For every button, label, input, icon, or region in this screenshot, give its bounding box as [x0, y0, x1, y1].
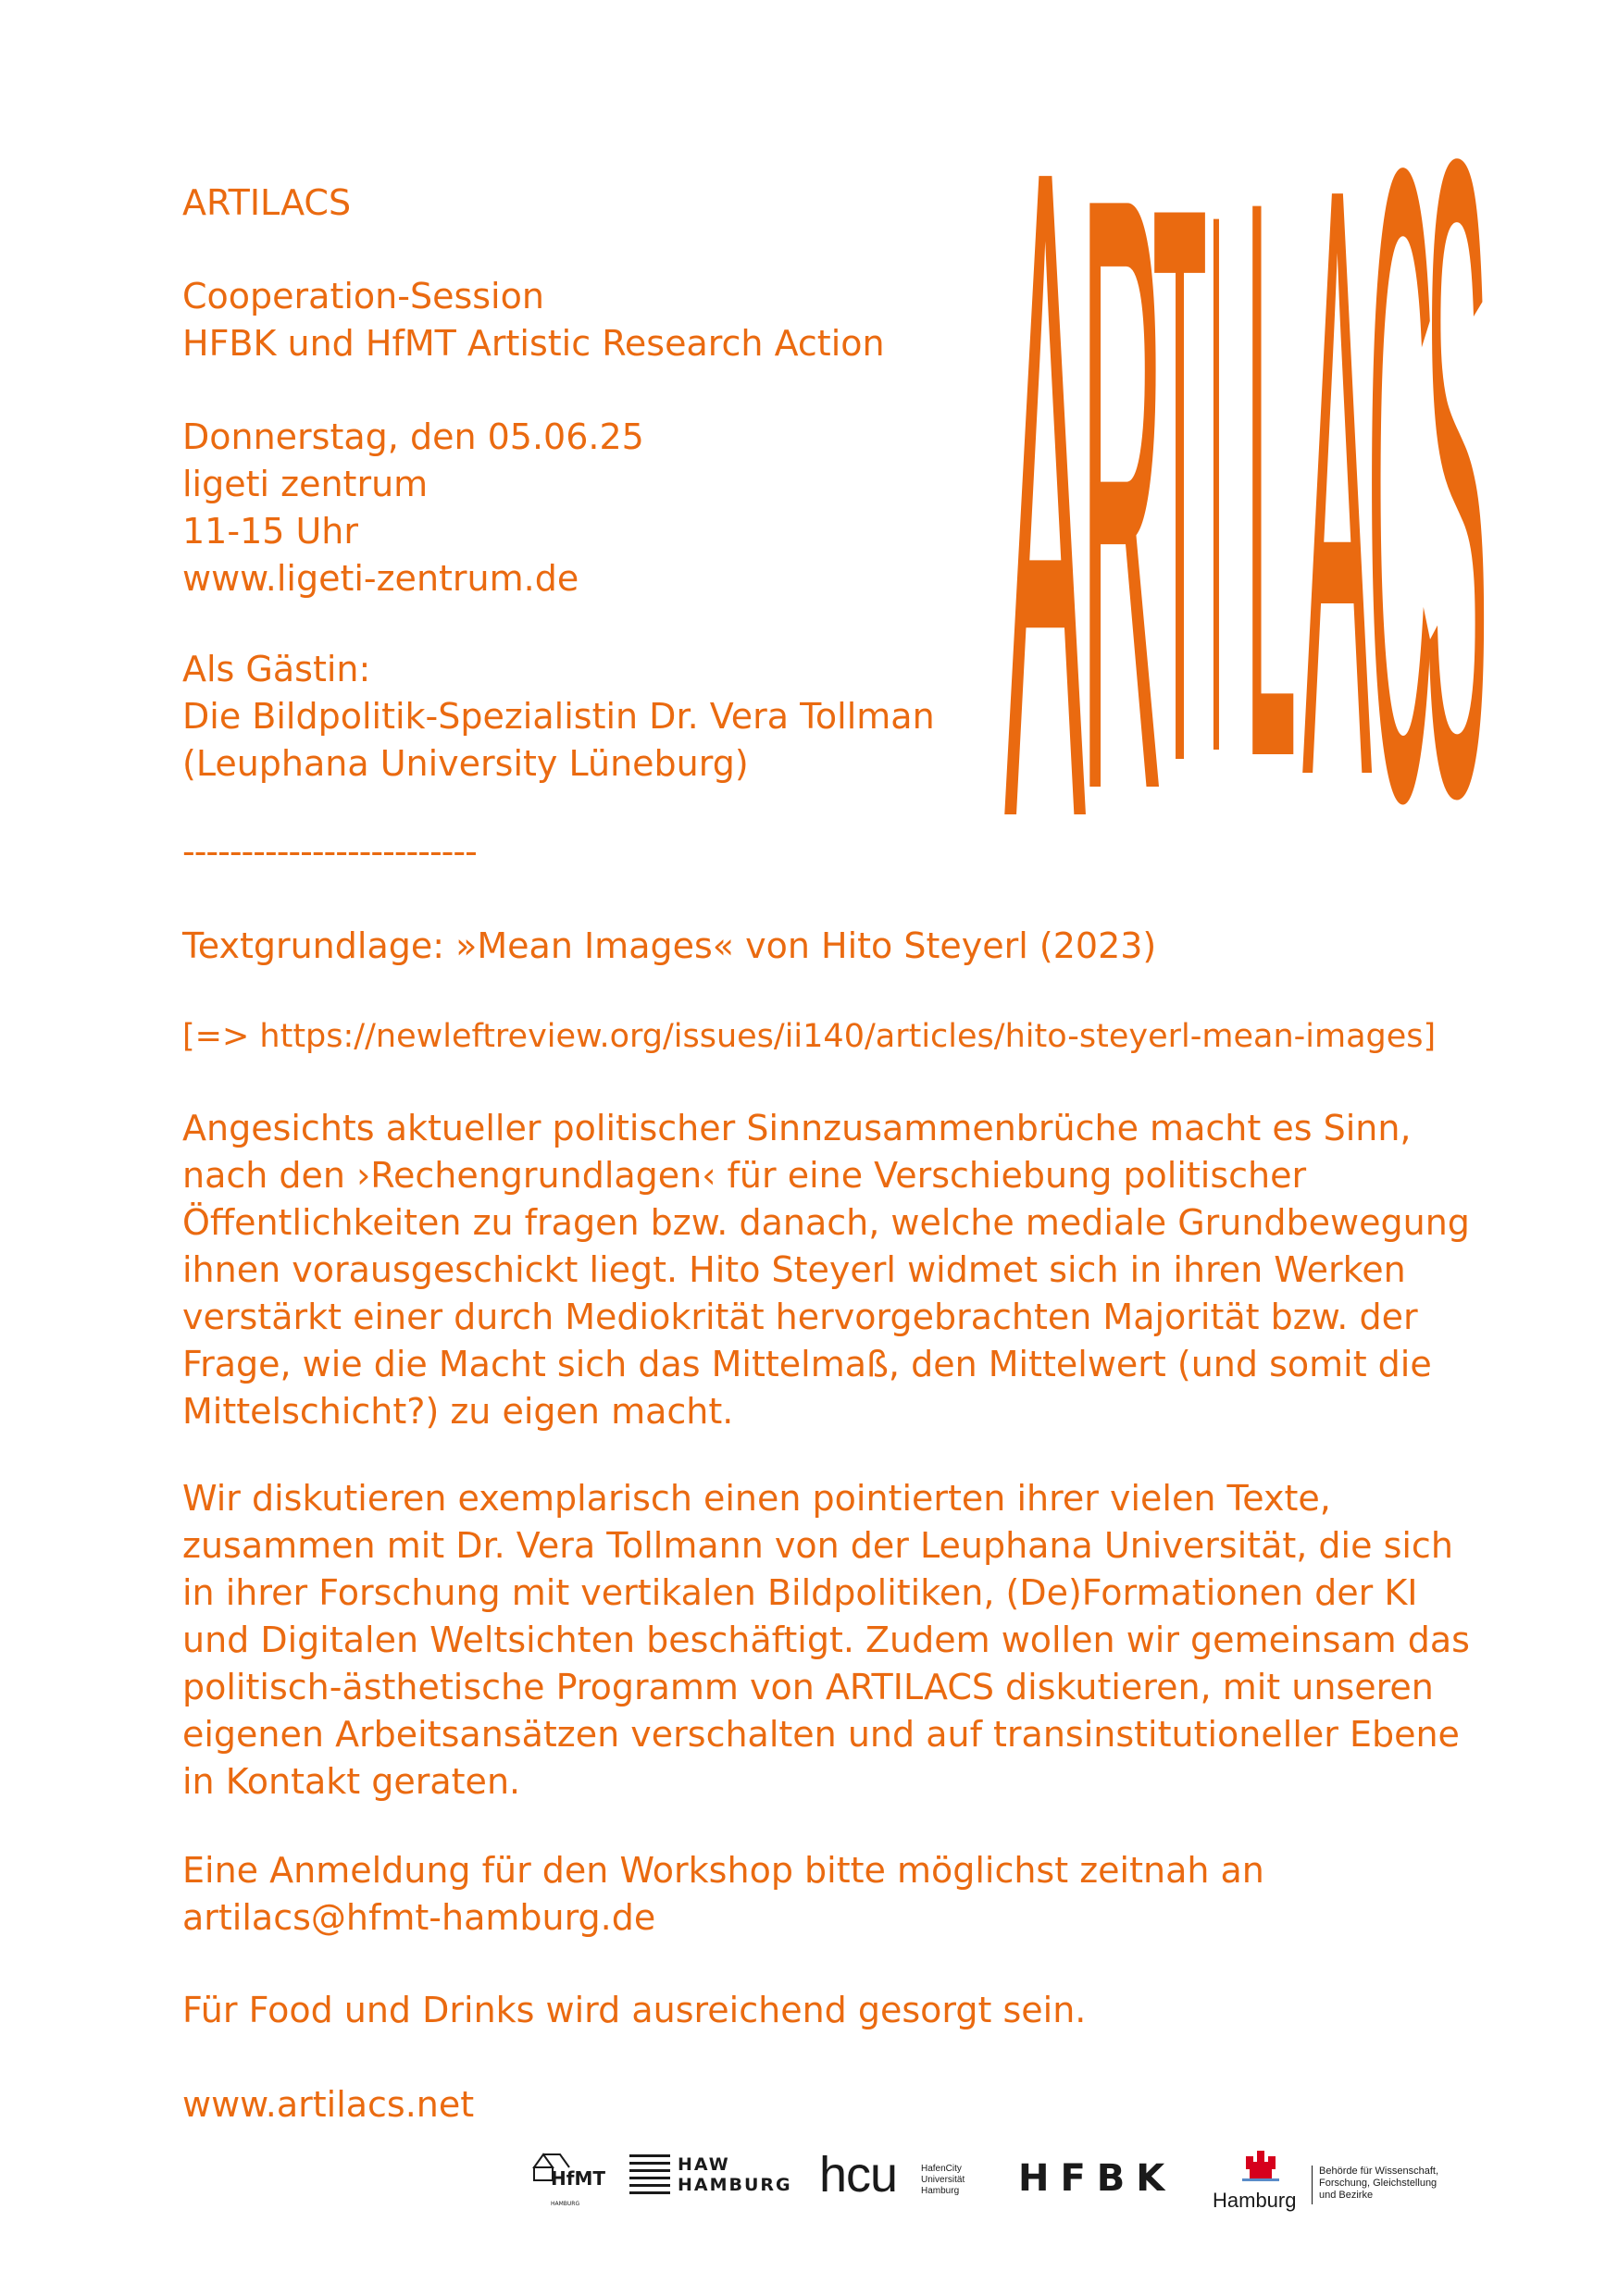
paragraph-line: eigenen Arbeitsansätzen verschalten und auf transinstitutioneller Ebene [182, 1714, 1460, 1755]
paragraph-line: nach den ›Rechengrundlagen‹ für eine Verschiebung politischer [182, 1155, 1307, 1196]
hfmt-text: HfMT [551, 2167, 605, 2190]
session-info [182, 273, 885, 367]
hcu-logo [819, 2145, 986, 2215]
paragraph-line: Öffentlichkeiten zu fragen bzw. danach, welche mediale Grundbewegung [182, 1202, 1470, 1243]
event-date: Donnerstag, den 05.06.25 [182, 416, 644, 457]
paragraph-line: politisch-ästhetische Programm von ARTILACS diskutieren, mit unseren [182, 1667, 1434, 1707]
divider-line: ------------------------- [182, 831, 477, 872]
hamburg-sub-line: Forschung, Gleichstellung [1319, 2178, 1438, 2189]
haw-line: HAMBURG [678, 2175, 792, 2195]
paragraph-line: und Digitalen Weltsichten beschäftigt. Zudem wollen wir gemeinsam das [182, 1620, 1470, 1660]
haw-text [678, 2154, 792, 2195]
description-paragraph-2 [182, 1475, 1470, 1806]
guest-affiliation: (Leuphana University Lüneburg) [182, 743, 749, 784]
hcu-sub-line: Hamburg [921, 2186, 960, 2196]
event-details [182, 414, 644, 602]
hcu-sub-line: HafenCity [921, 2164, 962, 2174]
wordmark-letter: R [1080, 19, 1164, 967]
hfmt-sub: HAMBURG [551, 2201, 580, 2207]
hamburg-sub-line: Behörde für Wissenschaft, [1319, 2166, 1439, 2177]
haw-lines-icon [629, 2145, 672, 2215]
paragraph-line: zusammen mit Dr. Vera Tollmann von der Leuphana Universität, die sich [182, 1525, 1453, 1566]
hfmt-logo [532, 2145, 605, 2215]
hcu-sub-line: Universität [921, 2175, 965, 2185]
wordmark-letter: C [1367, 0, 1435, 987]
guest-name: Die Bildpolitik-Spezialistin Dr. Vera Tollman [182, 696, 935, 737]
registration-email[interactable]: artilacs@hfmt-hamburg.de [182, 1897, 656, 1938]
session-subtitle: HFBK und HfMT Artistic Research Action [182, 323, 885, 364]
paragraph-line: in Kontakt geraten. [182, 1761, 521, 1802]
session-type: Cooperation-Session [182, 276, 544, 316]
hamburg-word: Hamburg [1213, 2189, 1297, 2212]
hfbk-text: HFBK [1018, 2157, 1176, 2200]
food-note: Für Food und Drinks wird ausreichend gesorgt sein. [182, 1990, 1087, 2030]
source-link[interactable]: [=> https://newleftreview.org/issues/ii140/articles/hito-steyerl-mean-images] [182, 1018, 1437, 1055]
hcu-sub [921, 2164, 965, 2197]
paragraph-line: Frage, wie die Macht sich das Mittelmaß, den Mittelwert (und somit die [182, 1344, 1432, 1384]
header-title: ARTILACS [182, 182, 352, 223]
event-venue: ligeti zentrum [182, 464, 429, 504]
paragraph-line: verstärkt einer durch Mediokrität hervorgebrachten Majorität bzw. der [182, 1297, 1418, 1337]
wordmark-letter: S [1425, 0, 1488, 985]
hamburg-divider [1312, 2166, 1313, 2204]
paragraph-line: Angesichts aktueller politischer Sinnzusammenbrüche macht es Sinn, [182, 1108, 1412, 1148]
description-paragraph-1 [182, 1105, 1470, 1435]
artilacs-wordmark [1004, 0, 1488, 1012]
wordmark-letter: L [1245, 32, 1297, 924]
hamburg-logo [1213, 2145, 1458, 2215]
paragraph-line: Mittelschicht?) zu eigen macht. [182, 1391, 734, 1432]
guest-info [182, 646, 935, 788]
event-time: 11-15 Uhr [182, 511, 359, 552]
guest-label: Als Gästin: [182, 649, 371, 689]
wordmark-letter: A [1302, 11, 1373, 952]
event-venue-link[interactable]: www.ligeti-zentrum.de [182, 558, 579, 599]
wordmark-letter: I [1208, 53, 1225, 914]
paragraph-line: ihnen vorausgeschickt liegt. Hito Steyerl widmet sich in ihren Werken [182, 1249, 1406, 1290]
hamburg-sub-line: und Bezirke [1319, 2190, 1374, 2201]
haw-line: HAW [678, 2154, 730, 2175]
registration-info [182, 1847, 1264, 1942]
hcu-word: hcu [819, 2147, 898, 2203]
text-basis: Textgrundlage: »Mean Images« von Hito Steyerl (2023) [182, 925, 1157, 966]
website-link[interactable]: www.artilacs.net [182, 2084, 475, 2125]
paragraph-line: Wir diskutieren exemplarisch einen pointierten ihrer vielen Texte, [182, 1478, 1331, 1519]
haw-logo [629, 2145, 792, 2215]
hamburg-castle-icon [1242, 2147, 1279, 2184]
hfbk-logo [1018, 2145, 1176, 2215]
paragraph-line: in ihrer Forschung mit vertikalen Bildpolitiken, (De)Formationen der KI [182, 1572, 1418, 1613]
wordmark-letter: A [1004, 0, 1087, 1012]
sponsor-logos [532, 2145, 1458, 2215]
wordmark-letter: T [1152, 41, 1208, 928]
hamburg-sub [1319, 2166, 1438, 2202]
registration-text: Eine Anmeldung für den Workshop bitte möglichst zeitnah an [182, 1850, 1264, 1891]
